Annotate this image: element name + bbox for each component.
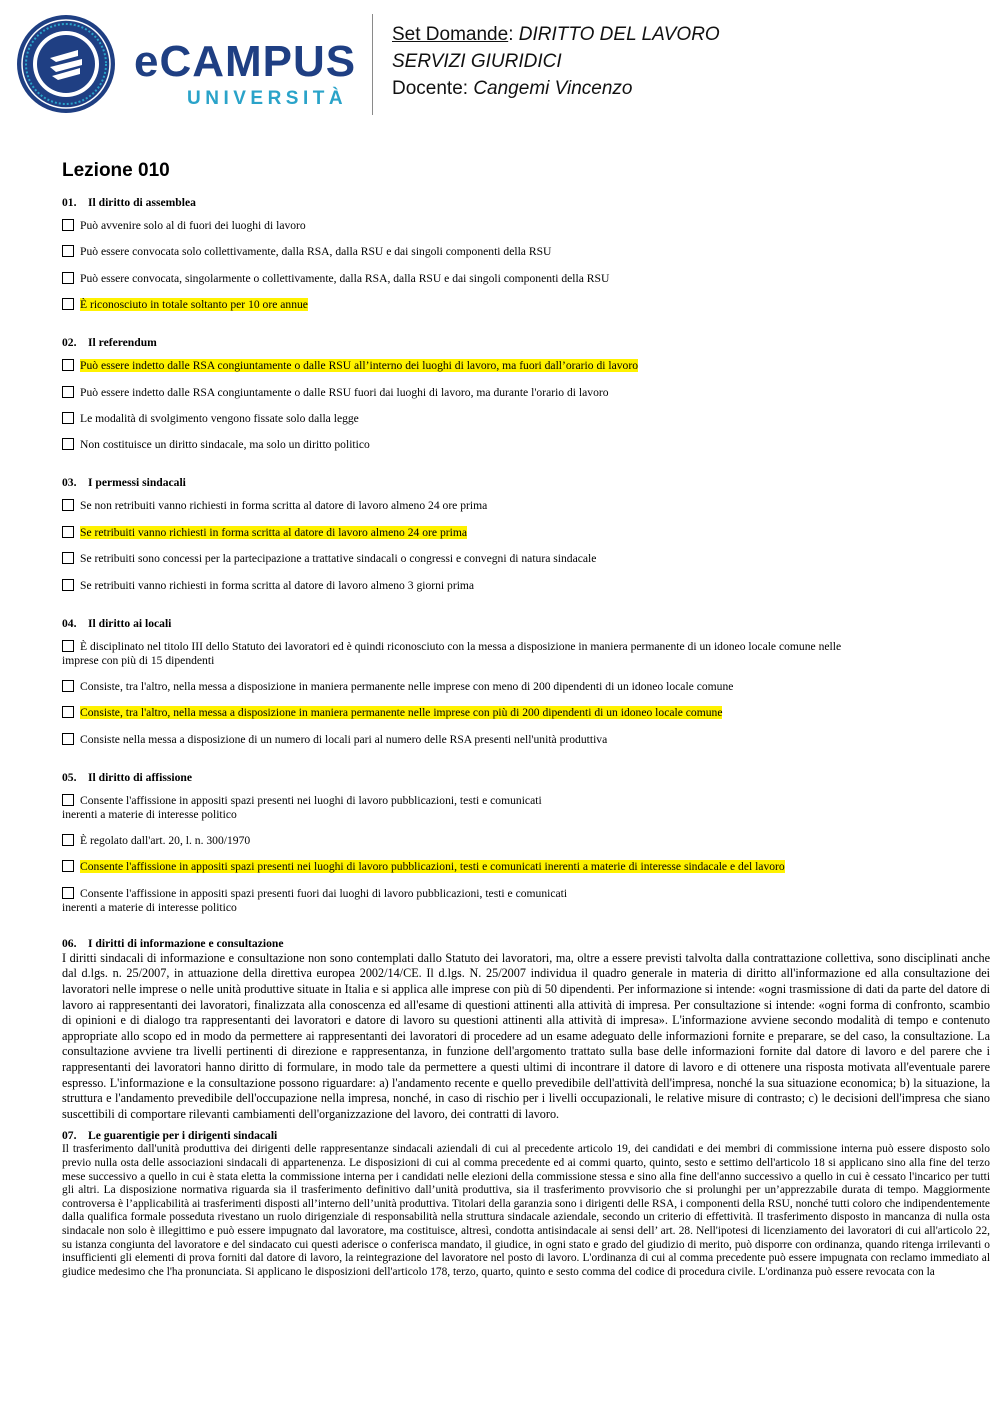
question-title [62, 1129, 990, 1143]
question-title [62, 617, 990, 631]
answer-checkbox[interactable] [62, 680, 74, 692]
answer-text: Consente l'affissione in appositi spazi presenti nei luoghi di lavoro pubblicazioni, testi e comunicati [80, 793, 542, 807]
question-number: 01. [62, 196, 77, 209]
question-03 [62, 476, 990, 592]
answer-option [62, 386, 990, 400]
question-title [62, 336, 990, 350]
answer-text-continuation: imprese con più di 15 dipendenti [62, 653, 215, 667]
answer-option [62, 499, 990, 513]
header-info [392, 21, 720, 102]
question-text: I permessi sindacali [88, 476, 186, 490]
set-line [392, 21, 720, 48]
teacher-label: Docente: [392, 78, 474, 99]
question-text: Le guarentigie per i dirigenti sindacali [88, 1129, 278, 1143]
question-title [62, 937, 990, 951]
answer-text: Se non retribuiti vanno richiesti in forma scritta al datore di lavoro almeno 24 ore prima [80, 499, 488, 513]
answer-option-correct [62, 860, 990, 874]
answer-option-correct [62, 526, 990, 540]
question-05 [62, 771, 990, 915]
answer-option [62, 272, 990, 286]
question-02 [62, 336, 990, 452]
answer-checkbox[interactable] [62, 386, 74, 398]
question-title [62, 196, 990, 210]
answer-text: Le modalità di svolgimento vengono fissate solo dalla legge [80, 411, 359, 425]
answer-checkbox[interactable] [62, 834, 74, 846]
university-seal-icon [16, 14, 116, 114]
answer-checkbox[interactable] [62, 298, 74, 310]
answer-option-correct [62, 359, 990, 373]
answer-text: Può essere convocata solo collettivamente, dalla RSA, dalla RSU e dai singoli componenti della RSU [80, 245, 552, 259]
question-text: Il diritto ai locali [88, 616, 172, 630]
set-label: Set Domande [392, 24, 509, 45]
question-text: Il referendum [88, 336, 157, 350]
answer-text-continuation: inerenti a materie di interesse politico [62, 807, 237, 821]
answer-option [62, 412, 990, 426]
question-number: 06. [62, 936, 77, 950]
answer-text-continuation: inerenti a materie di interesse politico [62, 900, 237, 914]
answer-option [62, 733, 990, 747]
answer-text: Consente l'affissione in appositi spazi presenti fuori dai luoghi di lavoro pubblicazioni, testi e comunicati [80, 886, 568, 900]
answer-checkbox[interactable] [62, 412, 74, 424]
question-number: 07. [62, 1129, 77, 1143]
question-text: Il diritto di affissione [88, 770, 193, 784]
answer-checkbox[interactable] [62, 245, 74, 257]
answer-option [62, 245, 990, 259]
answer-text-highlighted: È riconosciuto in totale soltanto per 10 ore annue [80, 298, 308, 312]
question-07 [62, 1129, 990, 1279]
answer-checkbox[interactable] [62, 438, 74, 450]
answer-option [62, 640, 990, 668]
university-logo [134, 37, 359, 110]
answer-text-highlighted: Può essere indetto dalle RSA congiuntamente o dalle RSU all’interno dei luoghi di lavoro, ma fuori dall’orario di lavoro [80, 359, 638, 373]
answer-text: Consiste nella messa a disposizione di un numero di locali pari al numero delle RSA presenti nell'unità produttiva [80, 732, 608, 746]
logo-subtitle-text: UNIVERSITÀ [187, 88, 348, 109]
teacher-line [392, 75, 720, 102]
question-title [62, 771, 990, 785]
question-text: Il diritto di assemblea [88, 196, 196, 209]
logo-brand-text: eCAMPUS [134, 37, 357, 86]
set-separator: : [508, 24, 519, 45]
answer-checkbox[interactable] [62, 499, 74, 511]
answer-option [62, 794, 990, 822]
lesson-title: Lezione 010 [62, 160, 170, 181]
page-header [0, 0, 1000, 130]
question-number: 05. [62, 770, 77, 784]
questions-content [62, 196, 990, 1279]
answer-option [62, 579, 990, 593]
answer-text: Se retribuiti vanno richiesti in forma scritta al datore di lavoro almeno 3 giorni prima [80, 578, 475, 592]
answer-option [62, 680, 990, 694]
question-01 [62, 196, 990, 312]
answer-checkbox[interactable] [62, 640, 74, 652]
course-line [392, 48, 720, 75]
question-06 [62, 937, 990, 1123]
answer-option [62, 552, 990, 566]
answer-option [62, 438, 990, 452]
answer-option [62, 887, 990, 915]
answer-checkbox[interactable] [62, 794, 74, 806]
answer-text-highlighted: Se retribuiti vanno richiesti in forma scritta al datore di lavoro almeno 24 ore prima [80, 525, 467, 539]
answer-text: È regolato dall'art. 20, l. n. 300/1970 [80, 834, 251, 848]
answer-checkbox[interactable] [62, 706, 74, 718]
answer-checkbox[interactable] [62, 272, 74, 284]
answer-checkbox[interactable] [62, 359, 74, 371]
answer-checkbox[interactable] [62, 860, 74, 872]
answer-text-highlighted: Consiste, tra l'altro, nella messa a disposizione in maniera permanente nelle imprese con più di 200 dipendenti di un idoneo locale comune [80, 706, 723, 720]
answer-text-highlighted: Consente l'affissione in appositi spazi presenti nei luoghi di lavoro pubblicazioni, testi e comunicati inerenti a materie di interesse sindacale e del lavoro [80, 860, 785, 874]
set-subject: DIRITTO DEL LAVORO [518, 24, 720, 45]
question-04 [62, 617, 990, 747]
answer-text: Non costituisce un diritto sindacale, ma solo un diritto politico [80, 438, 370, 452]
answer-option [62, 834, 990, 848]
answer-checkbox[interactable] [62, 887, 74, 899]
course-name: SERVIZI GIURIDICI [392, 51, 562, 72]
question-title [62, 476, 990, 490]
answer-text: È disciplinato nel titolo III dello Statuto dei lavoratori ed è quindi riconosciuto con la messa a disposizione in maniera permanente di un idoneo locale comune nelle [80, 639, 842, 653]
question-number: 04. [62, 616, 77, 630]
question-number: 03. [62, 476, 77, 490]
teacher-name: Cangemi Vincenzo [473, 78, 633, 99]
answer-checkbox[interactable] [62, 552, 74, 564]
answer-checkbox[interactable] [62, 733, 74, 745]
essay-answer-text: I diritti sindacali di informazione e consultazione non sono contemplati dallo Statuto dei lavoratori, ma, oltre a essere previsti talvolta dalla contrattazione collettiva, sono disciplinati anche dal d.lgs. n. 25/2007, in attuazione della direttiva europea 2002/14/CE. Il d.lgs. N. 25/2007 individua il quadro generale in materia di diritto all'informazione ed alla consultazione dei lavoratori nelle imprese o nelle unità produttive situate in Italia e si applica alle imprese con più di 50 dipendenti. Per informazione si intende: «ogni trasmissione di dati da parte del datore di lavoro ai rappresentanti dei lavoratori, finalizzata alla conoscenza ed all'esame di questioni attinenti alla attività di impresa. Per consultazione si intende: «ogni forma di confronto, scambio di opinioni e di dialogo tra rappresentanti dei lavoratori e datore di lavoro su questioni attinenti alla attività di impresa». L'informazione avviene secondo modalità di tempo e contenuto appropriate allo scopo ed in modo da permettere ai rappresentanti dei lavoratori di procedere ad un esame adeguato delle informazioni fornite e preparare, se del caso, la consultazione. La consultazione avviene tra livelli pertinenti di direzione e rappresentanza, in funzione dell'argomento trattato sulla base delle informazioni fornite dal datore di lavoro e del parere che i rappresentanti dei lavoratori hanno diritto di formulare, in modo tale da permettere a questi ultimi di incontrare il datore di lavoro e di ottenere una risposta motivata all'eventuale parere espresso. L'informazione e la consultazione possono riguardare: a) l'andamento recente e quello prevedibile dell'attività dell'impresa, nonché la sua situazione economica; b) la situazione, la struttura e l'andamento prevedibile dell'occupazione nella impresa, nonché, in caso di rischio per i livelli occupazionali, le relative misure di contrasto; c) le decisioni dell'impresa che siano suscettibili di comportare rilevanti cambiamenti dell'organizzazione del lavoro, dei contratti di lavoro. [62, 950, 990, 1121]
answer-option-correct [62, 706, 990, 720]
question-number: 02. [62, 336, 77, 350]
answer-text: Consiste, tra l'altro, nella messa a disposizione in maniera permanente nelle imprese con meno di 200 dipendenti di un idoneo locale comune [80, 679, 734, 693]
essay-answer-text: Il trasferimento dall'unità produttiva dei dirigenti delle rappresentanze sindacali aziendali di cui al precedente articolo 19, dei candidati e dei membri di commissione interna può essere disposto solo previo nulla osta delle associazioni sindacali di appartenenza. Le disposizioni di cui al comma precedente ed ai commi quarto, quinto, sesto e settimo dell'articolo 18 si applicano sino alla fine del terzo mese successivo a quello in cui è stata eletta la commissione interna per i candidati nelle elezioni della commissione stessa e sino alla fine dell'anno successivo a quello in cui è cessato l'incarico per tutti gli altri. La disposizione normativa riguarda sia il trasferimento definitivo dall’unità produttiva, sia il trasferimento provvisorio che si prolunghi per un’apprezzabile durata di tempo. Maggiormente controversa è l’applicabilità ai trasferimenti disposti all’interno dell’unità produttiva. Titolari della garanzia sono i dirigenti delle RSA, i componenti della RSU, nonché tutti coloro che indipendentemente dalla qualifica formale posseduta rivestano un ruolo dirigenziale di responsabilità nella struttura sindacale aziendale, secondo un criterio di effettività. Il trasferimento disposto in mancanza di nulla osta sindacale non solo è illegittimo e può essere impugnato dal lavoratore, ma costituisce, altresì, condotta antisindacale ai sensi dell’ art. 28. Nell'ipotesi di licenziamento dei lavoratori di cui all'articolo 22, su istanza congiunta del lavoratore e del sindacato cui questi aderisce o conferisca mandato, il giudice, in ogni stato e grado del giudizio di merito, può disporre con ordinanza, quando ritenga irrilevanti o insufficienti gli elementi di prova forniti dal datore di lavoro, la reintegrazione del lavoratore nel posto di lavoro. L'ordinanza di cui al comma precedente può essere impugnata con reclamo immediato al giudice medesimo che l'ha pronunciata. Si applicano le disposizioni dell'articolo 178, terzo, quarto, quinto e sesto comma del codice di procedura civile. L'ordinanza può essere revocata con la [62, 1143, 990, 1278]
answer-text: Se retribuiti sono concessi per la partecipazione a trattative sindacali o congressi e convegni di natura sindacale [80, 552, 597, 566]
question-text: I diritti di informazione e consultazione [88, 936, 284, 950]
answer-text: Può essere indetto dalle RSA congiuntamente o dalle RSU fuori dai luoghi di lavoro, ma durante l'orario di lavoro [80, 385, 609, 399]
answer-checkbox[interactable] [62, 579, 74, 591]
answer-text: Può essere convocata, singolarmente o collettivamente, dalla RSA, dalla RSU e dai singoli componenti della RSU [80, 271, 610, 285]
answer-checkbox[interactable] [62, 219, 74, 231]
answer-text: Può avvenire solo al di fuori dei luoghi di lavoro [80, 219, 306, 232]
answer-option-correct [62, 298, 990, 312]
answer-option [62, 219, 990, 233]
answer-checkbox[interactable] [62, 526, 74, 538]
header-divider [372, 14, 373, 115]
